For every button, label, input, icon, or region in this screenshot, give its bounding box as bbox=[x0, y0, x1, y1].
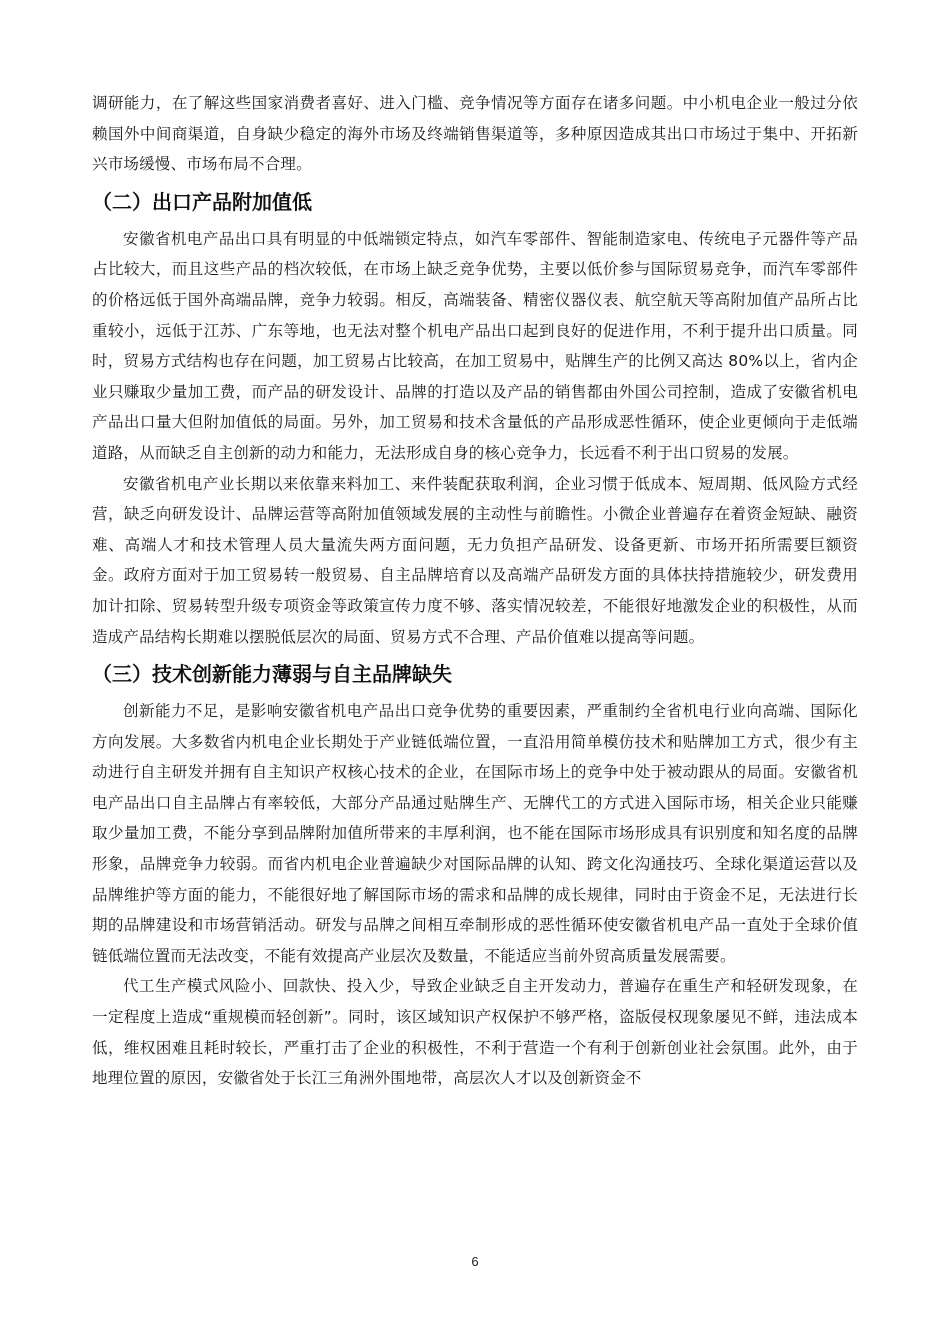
body-paragraph: 安徽省机电产品出口具有明显的中低端锁定特点，如汽车零部件、智能制造家电、传统电子元器件等产品占比较大，而且这些产品的档次较低，在市场上缺乏竞争优势，主要以低价参与国际贸易竞争，而汽车零部件的价格远低于国外高端品牌，竞争力较弱。相反，高端装备、精密仪器仪表、航空航天等高附加值产品所占比重较小，远低于江苏、广东等地，也无法对整个机电产品出口起到良好的促进作用，不利于提升出口质量。同时，贸易方式结构也存在问题，加工贸易占比较高，在加工贸易中，贴牌生产的比例又高达 80%以上，省内企业只赚取少量加工费，而产品的研发设计、品牌的打造以及产品的销售都由外国公司控制，造成了安徽省机电产品出口量大但附加值低的局面。另外，加工贸易和技术含量低的产品形成恶性循环，使企业更倾向于走低端道路，从而缺乏自主创新的动力和能力，无法形成自身的核心竞争力，长远看不利于出口贸易的发展。 bbox=[92, 229, 858, 462]
body-paragraph: 安徽省机电产业长期以来依靠来料加工、来件装配获取利润，企业习惯于低成本、短周期、低风险方式经营，缺乏向研发设计、品牌运营等高附加值领域发展的主动性与前瞻性。小微企业普遍存在着资金短缺、融资难、高端人才和技术管理人员大量流失两方面问题，无力负担产品研发、设备更新、市场开拓所需要巨额资金。政府方面对于加工贸易转一般贸易、自主品牌培育以及高端产品研发方面的具体扶持措施较少，研发费用加计扣除、贸易转型升级专项资金等政策宣传力度不够、落实情况较差，不能很好地激发企业的积极性，从而造成产品结构长期难以摆脱低层次的局面、贸易方式不合理、产品价值难以提高等问题。 bbox=[92, 474, 858, 646]
body-paragraph-intro: 调研能力，在了解这些国家消费者喜好、进入门槛、竞争情况等方面存在诸多问题。中小机电企业一般过分依赖国外中间商渠道，自身缺少稳定的海外市场及终端销售渠道等，多种原因造成其出口市场过于集中、开拓新兴市场缓慢、市场布局不合理。 bbox=[92, 94, 858, 174]
document-body bbox=[92, 88, 858, 1094]
page-number: 6 bbox=[471, 1254, 479, 1269]
body-paragraph: 代工生产模式风险小、回款快、投入少，导致企业缺乏自主开发动力，普遍存在重生产和轻研发现象，在一定程度上造成“重规模而轻创新”。同时，该区域知识产权保护不够严格，盗版侵权现象屡见不鲜，违法成本低，维权困难且耗时较长，严重打击了企业的积极性，不利于营造一个有利于创新创业社会氛围。此外，由于地理位置的原因，安徽省处于长江三角洲外围地带，高层次人才以及创新资金不 bbox=[92, 977, 858, 1088]
section-heading-3: （三）技术创新能力薄弱与自主品牌缺失 bbox=[92, 662, 452, 687]
body-paragraph: 创新能力不足，是影响安徽省机电产品出口竞争优势的重要因素，严重制约全省机电行业向高端、国际化方向发展。大多数省内机电企业长期处于产业链低端位置，一直沿用简单模仿技术和贴牌加工方式，很少有主动进行自主研发并拥有自主知识产权核心技术的企业，在国际市场上的竞争中处于被动跟从的局面。安徽省机电产品出口自主品牌占有率较低，大部分产品通过贴牌生产、无牌代工的方式进入国际市场，相关企业只能赚取少量加工费，不能分享到品牌附加值所带来的丰厚利润，也不能在国际市场形成具有识别度和知名度的品牌形象，品牌竞争力较弱。而省内机电企业普遍缺少对国际品牌的认知、跨文化沟通技巧、全球化渠道运营以及品牌维护等方面的能力，不能很好地了解国际市场的需求和品牌的成长规律，同时由于资金不足，无法进行长期的品牌建设和市场营销活动。研发与品牌之间相互牵制形成的恶性循环使安徽省机电产品一直处于全球价值链低端位置而无法改变，不能有效提高产业层次及数量，不能适应当前外贸高质量发展需要。 bbox=[92, 702, 858, 965]
section-heading-2: （二）出口产品附加值低 bbox=[92, 189, 312, 214]
